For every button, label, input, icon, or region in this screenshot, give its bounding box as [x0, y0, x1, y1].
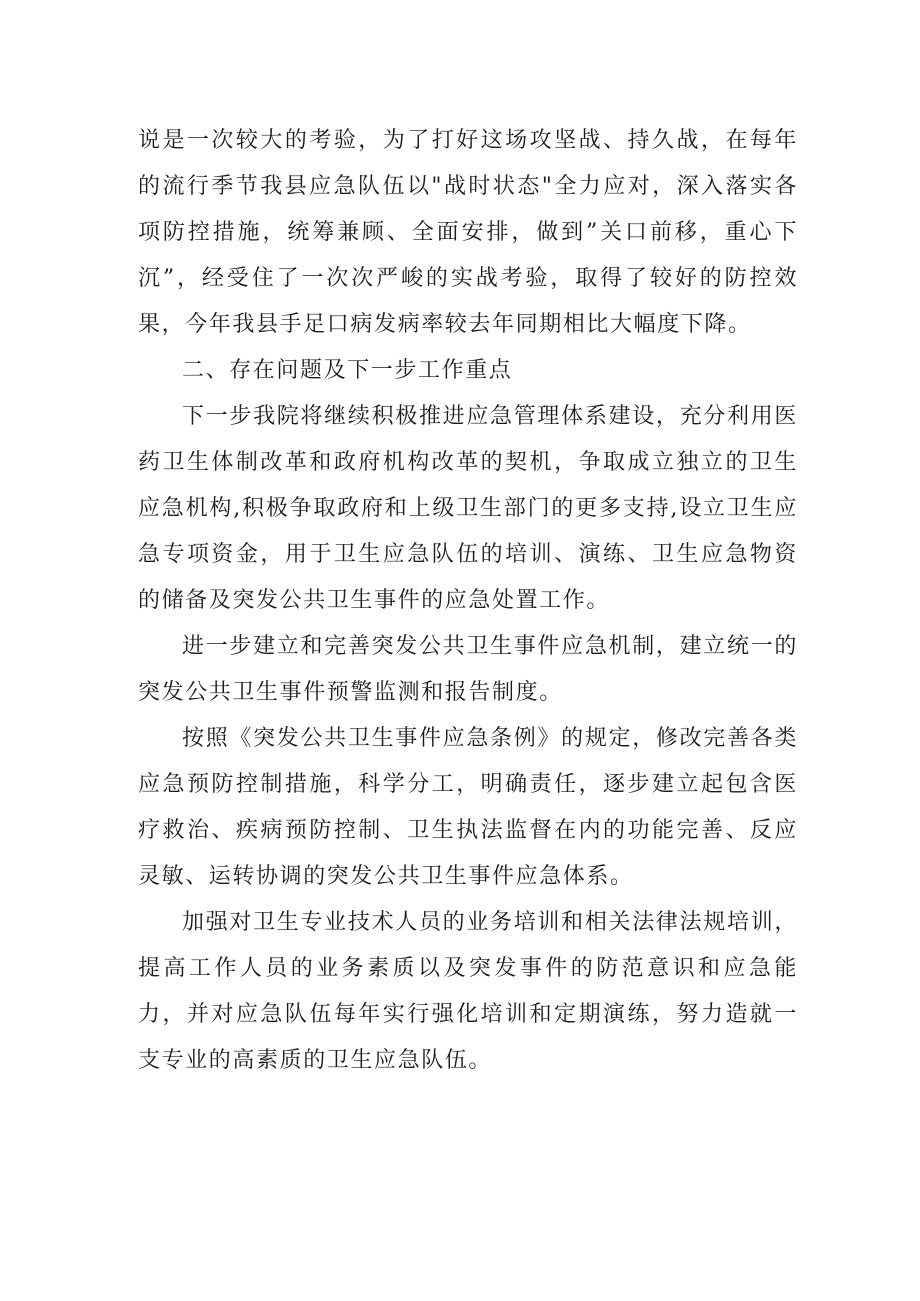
paragraph-mechanism: 进一步建立和完善突发公共卫生事件应急机制，建立统一的突发公共卫生事件预警监测和报告制度。 [138, 634, 798, 705]
section-heading: 二、存在问题及下一步工作重点 [182, 358, 513, 383]
document-body [138, 118, 798, 1084]
paragraph-regulations: 按照《突发公共卫生事件应急条例》的规定，修改完善各类应急预防控制措施，科学分工，明确责任，逐步建立起包含医疗救治、疾病预防控制、卫生执法监督在内的功能完善、反应灵敏、运转协调的突发公共卫生事件应急体系。 [138, 726, 798, 889]
paragraph-training: 加强对卫生专业技术人员的业务培训和相关法律法规培训，提高工作人员的业务素质以及突发事件的防范意识和应急能力，并对应急队伍每年实行强化培训和定期演练，努力造就一支专业的高素质的卫生应急队伍。 [138, 910, 798, 1073]
paragraph-continuation: 说是一次较大的考验，为了打好这场攻坚战、持久战，在每年的流行季节我县应急队伍以"战时状态"全力应对，深入落实各项防控措施，统筹兼顾、全面安排，做到”关口前移，重心下沉”，经受住了一次次严峻的实战考验，取得了较好的防控效果，今年我县手足口病发病率较去年同期相比大幅度下降。 [138, 128, 798, 337]
paragraph-next-steps: 下一步我院将继续积极推进应急管理体系建设，充分利用医药卫生体制改革和政府机构改革的契机，争取成立独立的卫生应急机构,积极争取政府和上级卫生部门的更多支持,设立卫生应急专项资金，用于卫生应急队伍的培训、演练、卫生应急物资的储备及突发公共卫生事件的应急处置工作。 [138, 404, 798, 613]
